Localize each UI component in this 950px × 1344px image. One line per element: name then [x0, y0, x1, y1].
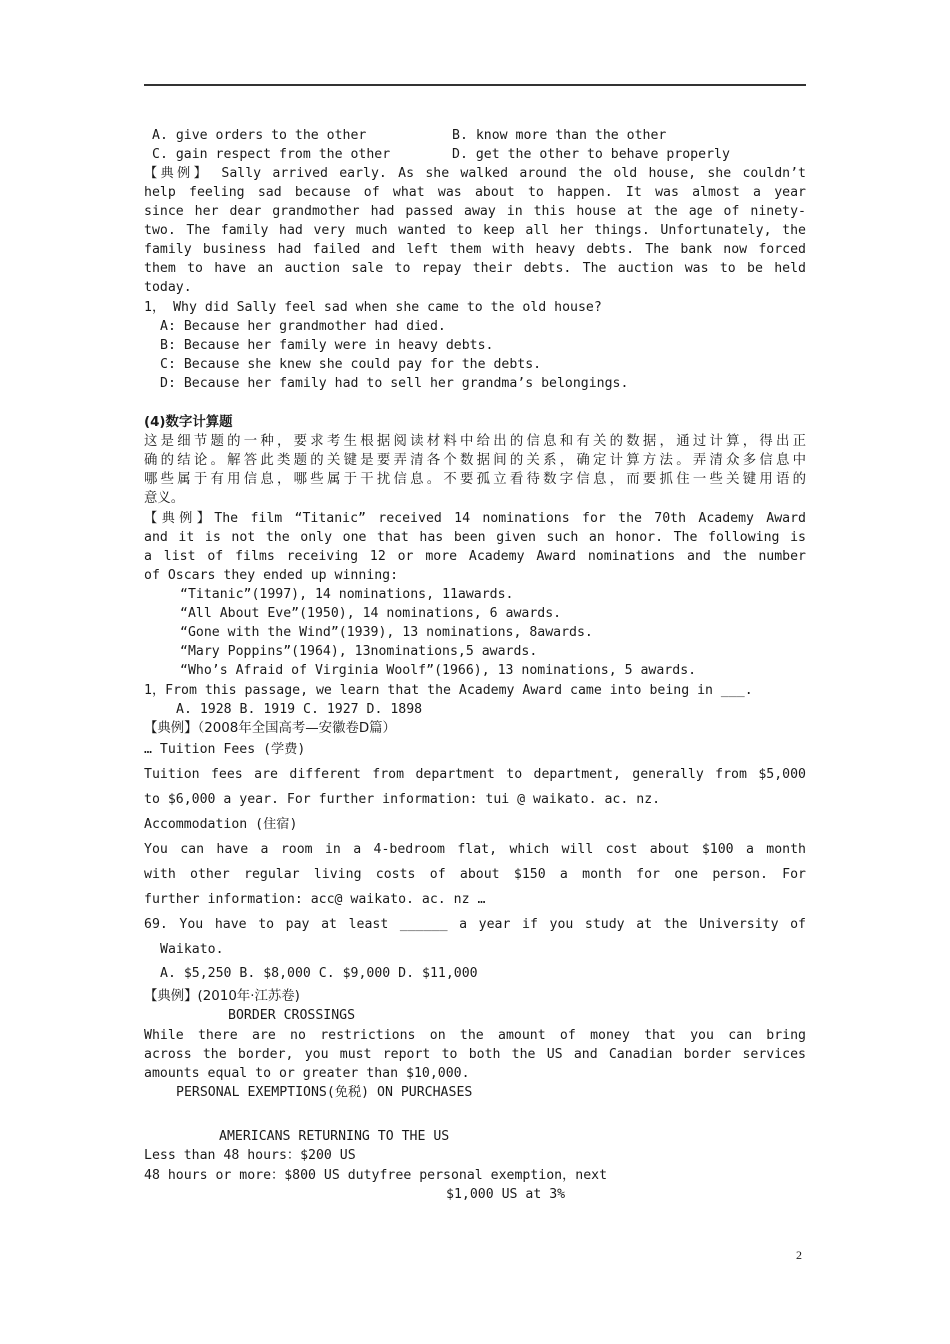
text-line: C. gain respect from the other	[152, 147, 391, 162]
text-line: across the border, you must report to both the US and Canadian border services	[144, 1047, 806, 1062]
text-line: 【典例】（2008年全国高考—安徽卷D篇）	[144, 721, 396, 736]
text-line: A: Because her grandmother had died.	[160, 319, 446, 334]
text-line: “Mary Poppins”(1964), 13nominations,5 awards.	[180, 644, 538, 659]
text-line: Waikato.	[160, 942, 224, 957]
text-line: AMERICANS RETURNING TO THE US	[219, 1129, 450, 1144]
text-line: BORDER CROSSINGS	[228, 1008, 356, 1023]
text-line: 69. You have to pay at least ______ a year if you study at the University of	[144, 917, 806, 932]
text-line: … Tuition Fees (学费)	[144, 742, 306, 757]
option-column-right: D. get the other to behave properly	[452, 147, 730, 162]
option-column-right: B. know more than the other	[452, 128, 667, 143]
text-line: Tuition fees are different from department to department, generally from $5,000	[144, 767, 806, 782]
text-line: Less than 48 hours：$200 US	[144, 1148, 356, 1163]
text-line: of Oscars they ended up winning:	[144, 568, 399, 583]
text-line: A. give orders to the other	[152, 128, 367, 143]
text-line: 【典例】(2010年·江苏卷)	[144, 989, 300, 1004]
text-line: (4)数字计算题	[144, 415, 233, 430]
text-line: and it is not the only one that has been given such an honor. The following is	[144, 530, 806, 545]
text-line: 【典例】 Sally arrived early. As she walked around the old house, she couldn’t	[144, 166, 806, 181]
text-line: A. $5,250 B. $8,000 C. $9,000 D. $11,000	[160, 966, 478, 981]
text-line: “Titanic”(1997), 14 nominations, 11awards.	[180, 587, 514, 602]
text-line: 这是细节题的一种，要求考生根据阅读材料中给出的信息和有关的数据，通过计算，得出正	[144, 434, 806, 449]
text-line: with other regular living costs of about $150 a month for one person. For	[144, 867, 806, 882]
text-line: D: Because her family had to sell her grandma’s belongings.	[160, 376, 629, 391]
text-line: 1，From this passage, we learn that the Academy Award came into being in ___.	[144, 683, 753, 698]
text-line: amounts equal to or greater than $10,000.	[144, 1066, 470, 1081]
text-line: a list of films receiving 12 or more Academy Award nominations and the number	[144, 549, 806, 564]
text-line: You can have a room in a 4-bedroom flat, which will cost about $100 a month	[144, 842, 806, 857]
text-line: $1,000 US at 3%	[446, 1187, 566, 1202]
text-line: “Who’s Afraid of Virginia Woolf”(1966), 13 nominations, 5 awards.	[180, 663, 697, 678]
text-line: family business had failed and left them with heavy debts. The bank now forced	[144, 242, 806, 257]
text-line: since her dear grandmother had passed away in this house at the age of ninety-	[144, 204, 806, 219]
text-line: 1， Why did Sally feel sad when she came to the old house?	[144, 300, 602, 315]
text-line: “Gone with the Wind”(1939), 13 nominations, 8awards.	[180, 625, 593, 640]
text-line: B: Because her family were in heavy debts.	[160, 338, 494, 353]
text-line: 确的结论。解答此类题的关键是要弄清各个数据间的关系，确定计算方法。弄清众多信息中	[144, 453, 806, 468]
text-line: 48 hours or more：$800 US dutyfree personal exemption，next	[144, 1168, 608, 1183]
text-line: Accommodation (住宿)	[144, 817, 298, 832]
text-line: help feeling sad because of what was about to happen. It was almost a year	[144, 185, 806, 200]
header-rule	[144, 84, 806, 86]
text-line: to $6,000 a year. For further information: tui @ waikato. ac. nz.	[144, 792, 661, 807]
text-line: PERSONAL EXEMPTIONS(免税) ON PURCHASES	[176, 1085, 473, 1100]
text-line: today.	[144, 280, 192, 295]
text-line: A. 1928 B. 1919 C. 1927 D. 1898	[176, 702, 423, 717]
text-line: While there are no restrictions on the amount of money that you can bring	[144, 1028, 806, 1043]
text-line: further information: acc@ waikato. ac. nz …	[144, 892, 486, 907]
text-line: 哪些属于有用信息，哪些属于干扰信息。不要孤立看待数字信息，而要抓住一些关键用语的	[144, 472, 806, 487]
text-line: C: Because she knew she could pay for the debts.	[160, 357, 542, 372]
text-line: 意义。	[144, 491, 185, 506]
text-line: “All About Eve”(1950), 14 nominations, 6 awards.	[180, 606, 562, 621]
page-number: 2	[796, 1248, 802, 1262]
text-line: them to have an auction sale to repay their debts. The auction was to be held	[144, 261, 806, 276]
text-line: 【典例】The film “Titanic” received 14 nominations for the 70th Academy Award	[144, 511, 806, 526]
text-line: two. The family had very much wanted to keep all her things. Unfortunately, the	[144, 223, 806, 238]
